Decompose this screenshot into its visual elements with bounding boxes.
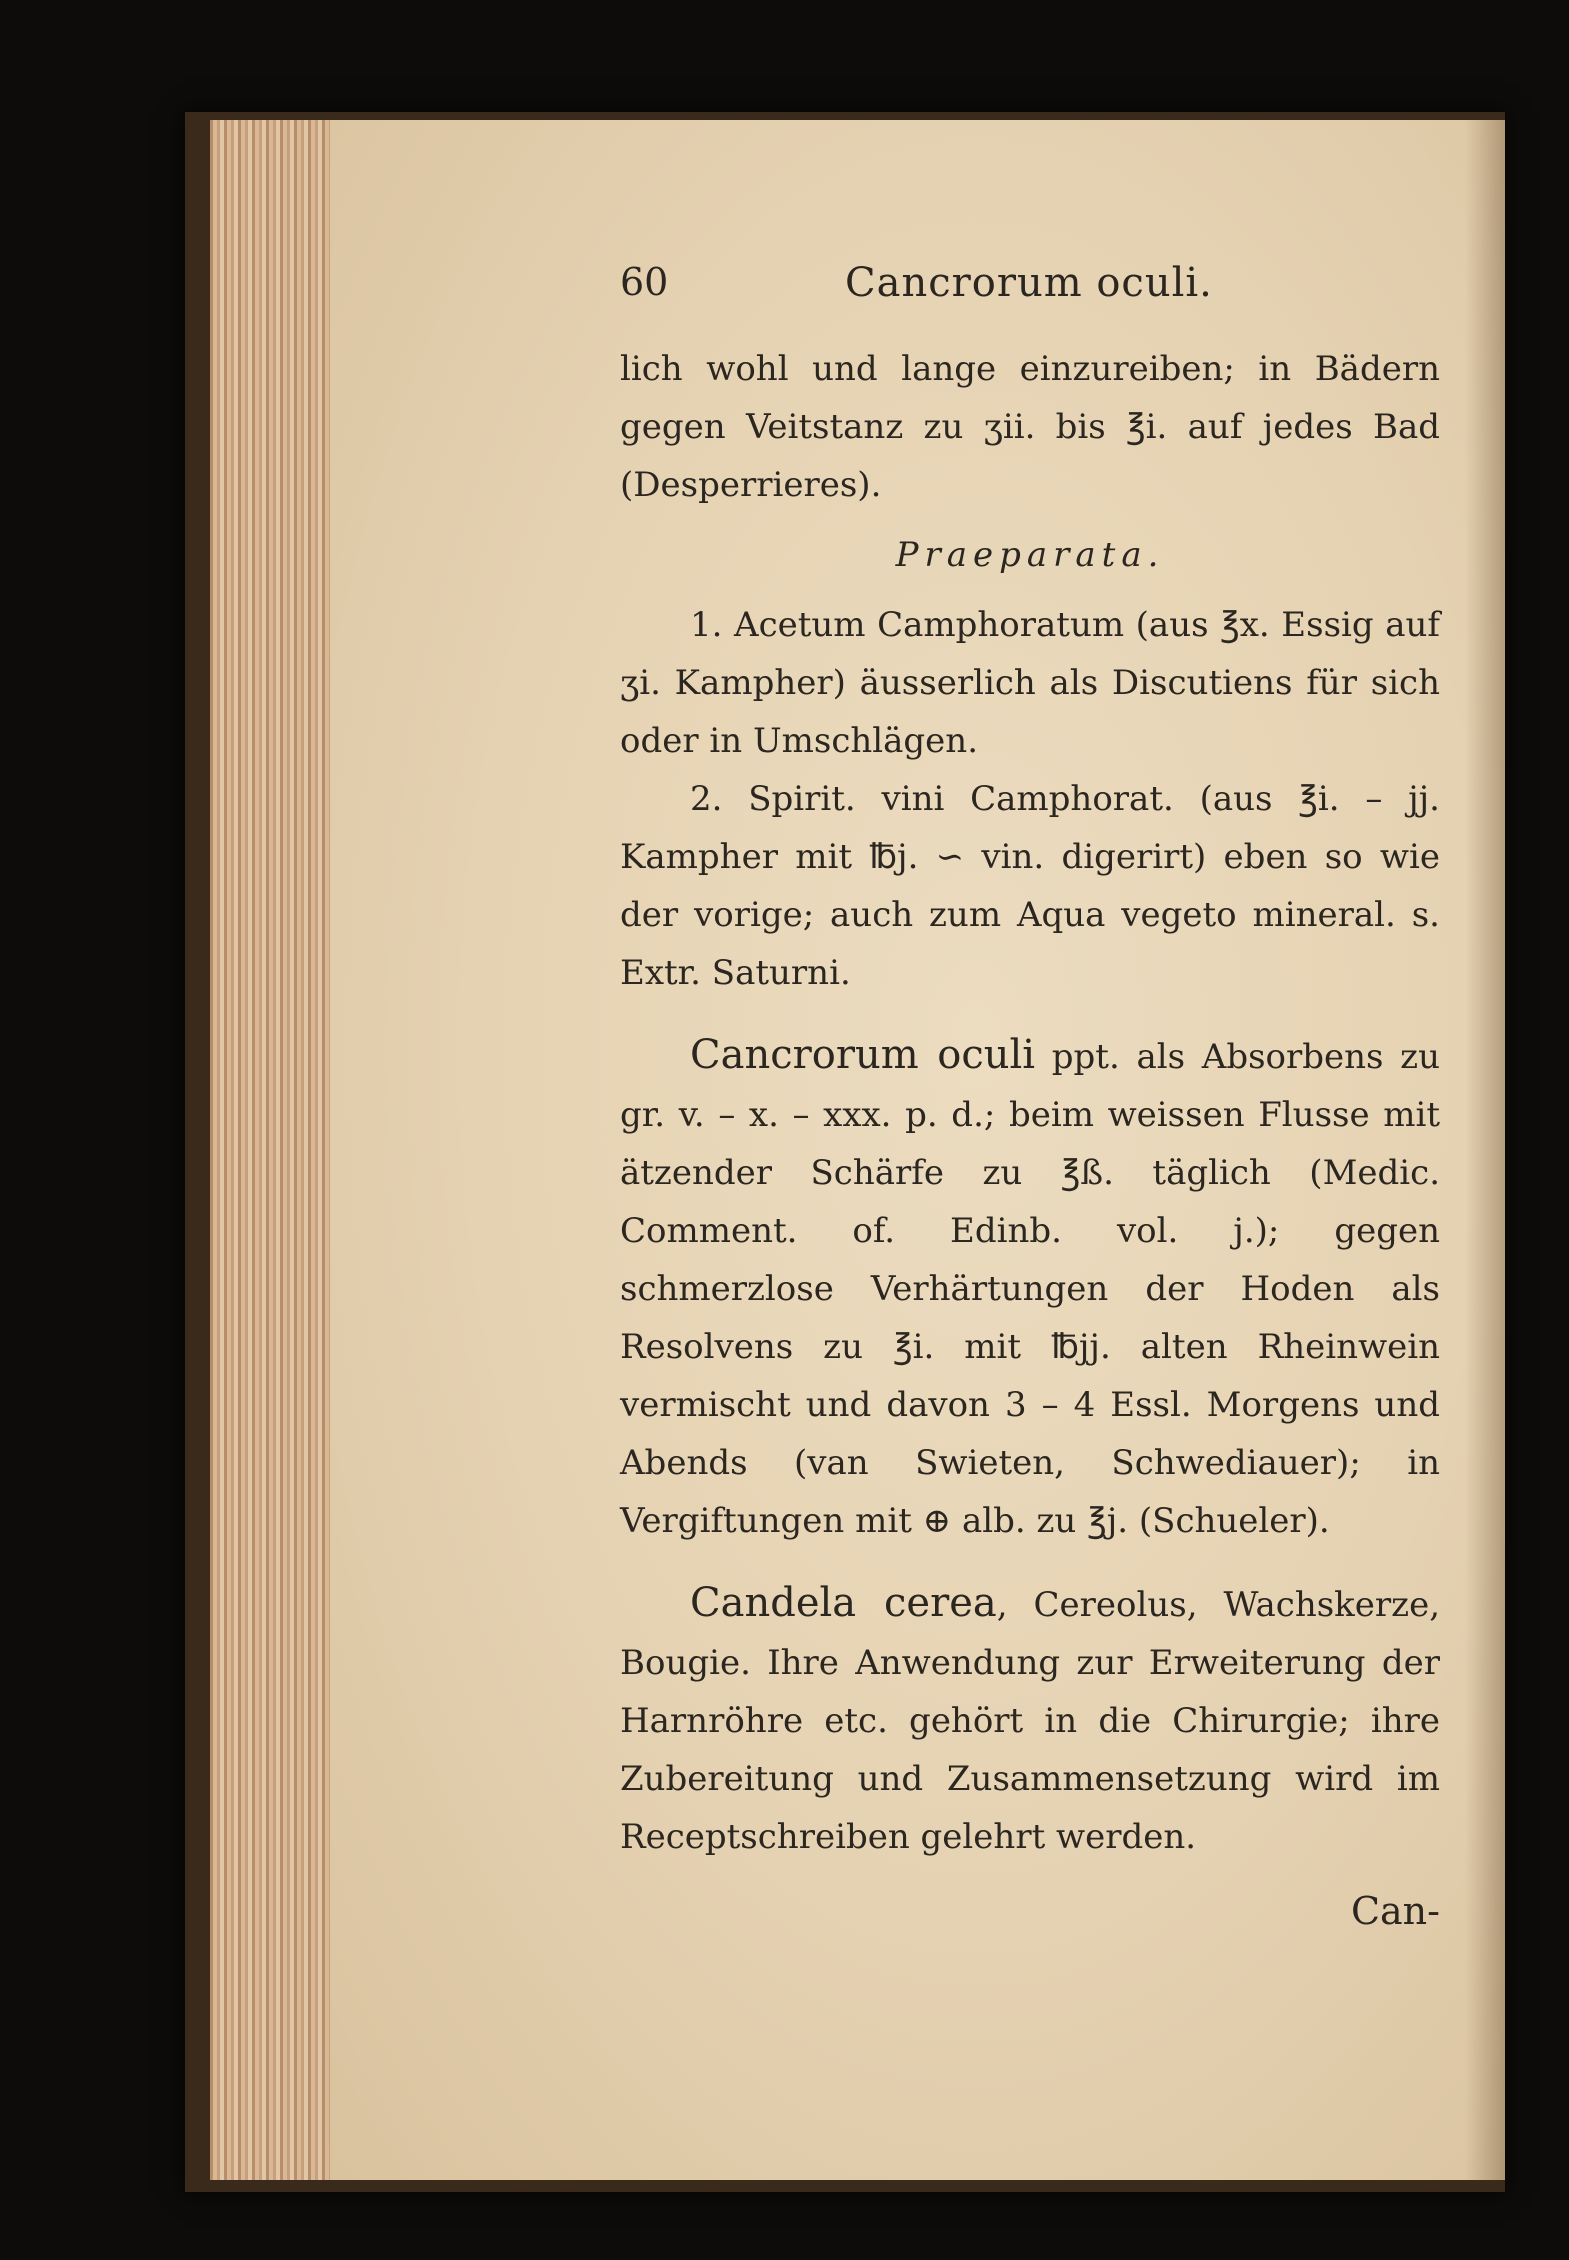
entry-candela-lead: Candela cerea [690,1580,997,1626]
entry-cancrorum-text: ppt. als Absorbens zu gr. v. – x. – xxx. p. d.; beim weissen Flusse mit ätzender Schärfe zu ℥ß. täglich (Medic. Comment. of. Edinb. vol. j.); gegen schmerzlose Verhärtungen der Hoden als Resolvens zu ℥i. mit ℔jj. alten Rheinwein vermischt und davon 3 – 4 Essl. Morgens und Abends (van Swieten, Schwediauer); in Vergiftungen mit ⊕ alb. zu ℥j. (Schueler). [620,1037,1440,1541]
section-heading: Praeparata. [895,535,1165,575]
page-header [620,260,1440,340]
book-page [330,120,1505,2180]
preparation-item-2: 2. Spirit. vini Camphorat. (aus ℥i. – jj. Kampher mit ℔j. ∽ vin. digerirt) eben so wie der vorige; auch zum Aqua vegeto mineral. s. Extr. Saturni. [620,779,1440,993]
page-text-block [620,260,1569,1946]
spacer [620,1550,1569,1574]
entry-candela-text: , Cereolus, Wachskerze, Bougie. Ihre Anwendung zur Erweiterung der Harnröhre etc. gehört in die Chirurgie; ihre Zubereitung und Zusammensetzung wird im Receptschreiben gelehrt werden. [620,1585,1441,1857]
catchword: Can- [1350,1889,1440,1933]
entry-cancrorum [620,1026,1440,1550]
spacer [620,1002,1569,1026]
running-title: Cancrorum oculi. [845,260,1213,306]
preparation-item-1: 1. Acetum Camphoratum (aus ℥x. Essig auf ʒi. Kampher) äusserlich als Discutiens für sich oder in Umschlägen. [620,605,1440,761]
entry-cancrorum-lead: Cancrorum oculi [690,1032,1036,1078]
page-edges [210,120,330,2180]
entry-candela [620,1574,1440,1866]
page-number: 60 [620,260,669,304]
continuation-paragraph: lich wohl und lange einzureiben; in Bädern gegen Veitstanz zu ʒii. bis ℥i. auf jedes Bad (Desperrieres). [620,349,1440,505]
